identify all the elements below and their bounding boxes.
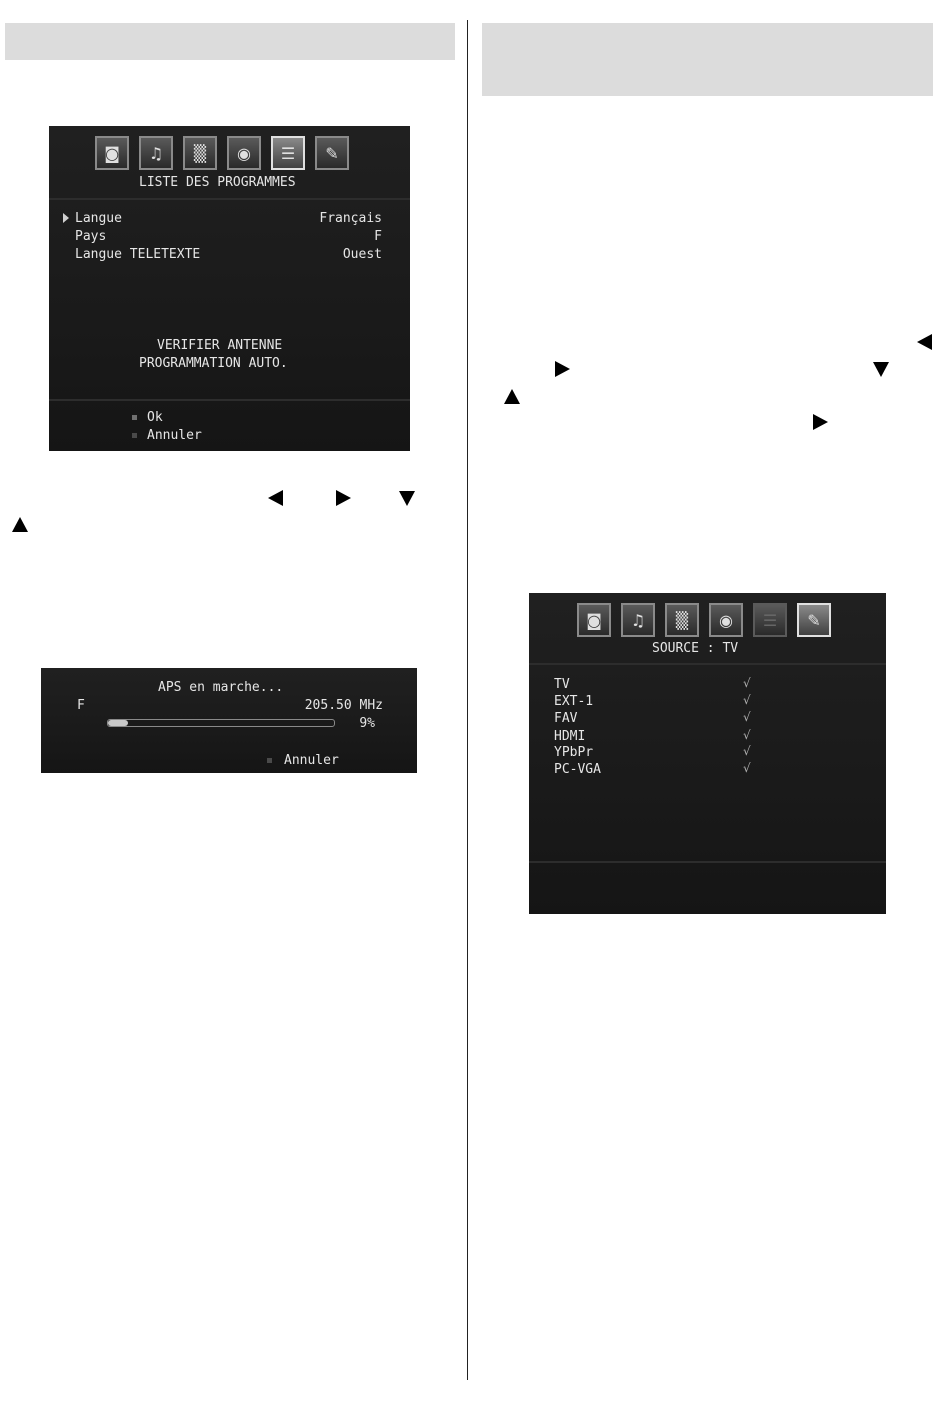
arrow-right-icon <box>336 490 351 506</box>
aps-cancel-bullet-icon <box>267 758 272 763</box>
arrow-left-icon <box>917 334 932 350</box>
cancel-button[interactable]: Annuler <box>147 428 202 443</box>
camera-icon[interactable]: ◙ <box>95 136 129 170</box>
footer-separator <box>49 399 410 401</box>
menu-title: LISTE DES PROGRAMMES <box>139 175 296 190</box>
check-icon: √ <box>743 744 751 758</box>
aps-country: F <box>77 698 85 713</box>
selection-cursor-icon <box>63 213 69 223</box>
list-icon[interactable]: ☰ <box>753 603 787 637</box>
column-divider <box>467 20 468 1380</box>
message-verifier-antenne: VERIFIER ANTENNE <box>157 338 283 353</box>
sound-icon[interactable]: ◉ <box>227 136 261 170</box>
list-icon[interactable]: ☰ <box>271 136 305 170</box>
left-section-header <box>5 23 455 60</box>
source-item-hdmi[interactable]: HDMI <box>554 729 586 744</box>
source-title: SOURCE : TV <box>652 641 739 656</box>
source-item-tv[interactable]: TV <box>554 677 570 692</box>
source-icon[interactable]: ✎ <box>315 136 349 170</box>
camera-icon[interactable]: ◙ <box>577 603 611 637</box>
check-icon: √ <box>743 728 751 742</box>
row-langue-teletexte-value[interactable]: Ouest <box>342 247 382 262</box>
source-item-fav[interactable]: FAV <box>554 711 578 726</box>
arrow-right-icon <box>555 361 570 377</box>
row-langue-value[interactable]: Français <box>319 211 382 226</box>
ok-button[interactable]: Ok <box>147 410 163 425</box>
footer-separator <box>529 861 886 863</box>
check-icon: √ <box>743 710 751 724</box>
source-screen <box>529 593 886 914</box>
ok-bullet-icon <box>132 415 137 420</box>
liste-programmes-screen <box>49 126 410 451</box>
title-separator <box>529 663 886 665</box>
arrow-up-icon <box>12 517 28 532</box>
sound-icon[interactable]: ◉ <box>709 603 743 637</box>
arrow-down-icon <box>873 362 889 377</box>
aps-progress-fill <box>108 720 128 726</box>
menu-icon-row <box>577 603 831 637</box>
menu-icon-row <box>95 136 349 170</box>
right-section-header <box>482 23 933 96</box>
arrow-right-icon <box>813 414 828 430</box>
title-separator <box>49 198 410 200</box>
message-programmation-auto: PROGRAMMATION AUTO. <box>139 356 288 371</box>
row-pays-value[interactable]: F <box>374 229 382 244</box>
arrow-left-icon <box>268 490 283 506</box>
picture-icon[interactable]: ▒ <box>665 603 699 637</box>
source-icon[interactable]: ✎ <box>797 603 831 637</box>
source-item-ypbpr[interactable]: YPbPr <box>554 745 594 760</box>
check-icon: √ <box>743 761 751 775</box>
row-langue-teletexte-label[interactable]: Langue TELETEXTE <box>75 247 201 262</box>
aps-title: APS en marche... <box>158 680 284 695</box>
arrow-up-icon <box>504 389 520 404</box>
cancel-bullet-icon <box>132 433 137 438</box>
aps-dialog <box>41 668 417 773</box>
source-item-pcvga[interactable]: PC-VGA <box>554 762 601 777</box>
row-pays-label[interactable]: Pays <box>75 229 107 244</box>
aps-percent: 9% <box>359 716 375 731</box>
aps-cancel-button[interactable]: Annuler <box>284 753 339 768</box>
check-icon: √ <box>743 676 751 690</box>
aps-frequency: 205.50 MHz <box>304 698 383 713</box>
aps-progress-bar <box>107 719 335 727</box>
picture-icon[interactable]: ▒ <box>183 136 217 170</box>
source-item-ext1[interactable]: EXT-1 <box>554 694 594 709</box>
check-icon: √ <box>743 693 751 707</box>
music-icon[interactable]: ♫ <box>621 603 655 637</box>
arrow-down-icon <box>399 491 415 506</box>
row-langue-label[interactable]: Langue <box>75 211 122 226</box>
music-icon[interactable]: ♫ <box>139 136 173 170</box>
